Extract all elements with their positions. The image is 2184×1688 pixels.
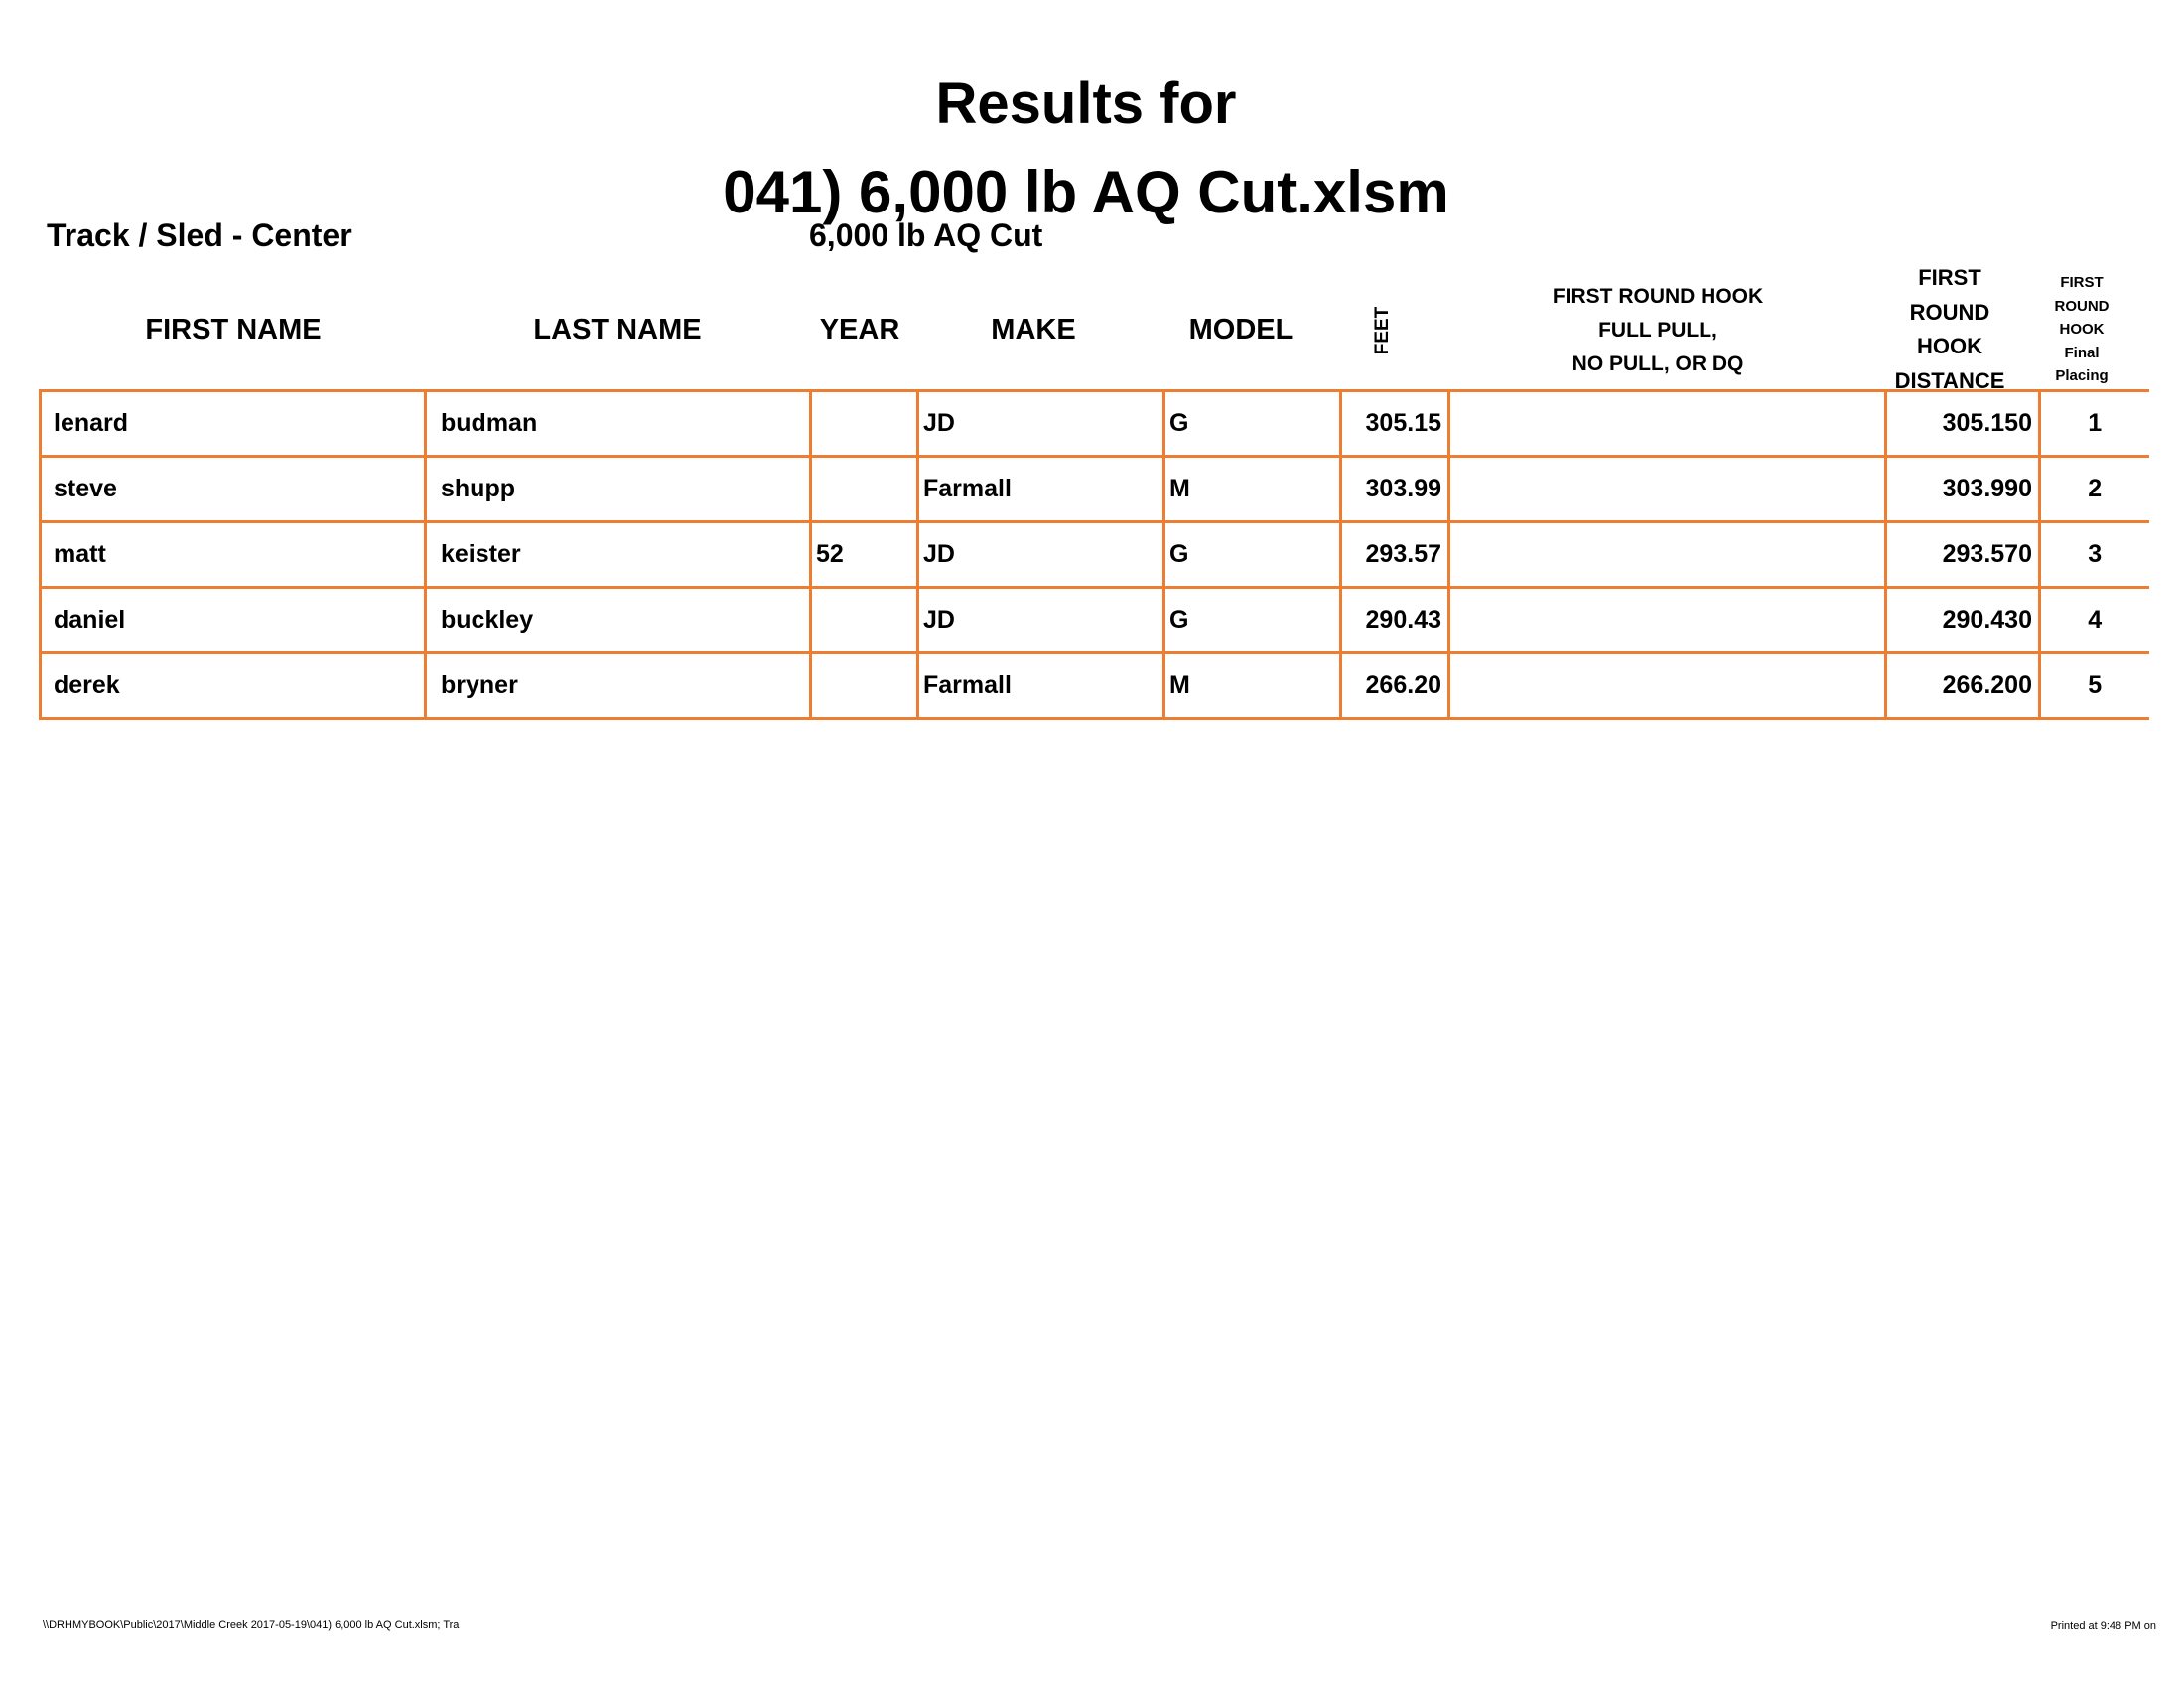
table-row [41, 588, 2149, 653]
header-placing-line: HOOK [2059, 321, 2105, 338]
cell-make: JD [918, 588, 1164, 653]
cell-first-name: daniel [41, 588, 426, 653]
cell-feet: 290.43 [1341, 588, 1449, 653]
header-make: MAKE [991, 314, 1076, 346]
cell-feet: 303.99 [1341, 457, 1449, 522]
cell-last-name: budman [426, 391, 811, 457]
cell-last-name: shupp [426, 457, 811, 522]
cell-feet: 293.57 [1341, 522, 1449, 588]
cell-feet: 305.15 [1341, 391, 1449, 457]
cell-hook-distance: 290.430 [1886, 588, 2040, 653]
header-placing-line: Final [2064, 344, 2100, 361]
header-year: YEAR [819, 314, 900, 346]
header-distance-line: FIRST [1918, 265, 1981, 290]
cell-placing: 2 [2040, 457, 2149, 522]
cell-year [811, 653, 918, 719]
header-feet: FEET [1372, 306, 1393, 355]
results-table [39, 389, 2149, 720]
cell-model: M [1164, 457, 1341, 522]
cell-make: JD [918, 522, 1164, 588]
footer-file-path: \\DRHMYBOOK\Public\2017\Middle Creek 2017-05-19\041) 6,000 lb AQ Cut.xlsm; Tra [43, 1619, 460, 1631]
cell-year [811, 391, 918, 457]
cell-hook-distance: 305.150 [1886, 391, 2040, 457]
cell-hook-result [1449, 457, 1886, 522]
table-row [41, 391, 2149, 457]
cell-hook-result [1449, 522, 1886, 588]
header-first-name: FIRST NAME [145, 314, 322, 346]
header-placing-line: FIRST [2060, 274, 2104, 291]
report-title-line-1: Results for [935, 71, 1237, 136]
cell-first-name: matt [41, 522, 426, 588]
cell-feet: 266.20 [1341, 653, 1449, 719]
cell-first-name: lenard [41, 391, 426, 457]
cell-first-name: steve [41, 457, 426, 522]
header-hook-line: FULL PULL, [1598, 319, 1717, 342]
cell-make: Farmall [918, 653, 1164, 719]
cell-last-name: buckley [426, 588, 811, 653]
header-hook-line: NO PULL, OR DQ [1571, 352, 1744, 375]
cell-hook-result [1449, 653, 1886, 719]
cell-placing: 1 [2040, 391, 2149, 457]
cell-model: M [1164, 653, 1341, 719]
cell-placing: 5 [2040, 653, 2149, 719]
header-placing-line: ROUND [2054, 297, 2110, 315]
cell-last-name: keister [426, 522, 811, 588]
cell-make: Farmall [918, 457, 1164, 522]
header-distance-line: ROUND [1909, 299, 1990, 325]
cell-year [811, 588, 918, 653]
header-distance-line: DISTANCE [1894, 367, 2005, 393]
footer-printed-at: Printed at 9:48 PM on [2050, 1620, 2156, 1632]
track-sled-label: Track / Sled - Center [47, 217, 352, 253]
class-label: 6,000 lb AQ Cut [809, 217, 1043, 253]
cell-hook-result [1449, 391, 1886, 457]
report-title-line-2: 041) 6,000 lb AQ Cut.xlsm [723, 159, 1449, 225]
cell-year: 52 [811, 522, 918, 588]
cell-model: G [1164, 522, 1341, 588]
header-placing-line: Placing [2055, 367, 2109, 384]
header-first-round-hook [1439, 280, 1876, 381]
cell-hook-distance: 266.200 [1886, 653, 2040, 719]
cell-hook-result [1449, 588, 1886, 653]
cell-placing: 3 [2040, 522, 2149, 588]
cell-model: G [1164, 391, 1341, 457]
cell-placing: 4 [2040, 588, 2149, 653]
header-distance-line: HOOK [1917, 334, 1982, 358]
table-row [41, 457, 2149, 522]
header-hook-line: FIRST ROUND HOOK [1552, 285, 1764, 308]
cell-hook-distance: 303.990 [1886, 457, 2040, 522]
header-last-name: LAST NAME [533, 314, 702, 346]
header-final-placing [2027, 271, 2136, 388]
cell-last-name: bryner [426, 653, 811, 719]
cell-make: JD [918, 391, 1164, 457]
cell-model: G [1164, 588, 1341, 653]
cell-year [811, 457, 918, 522]
table-row [41, 522, 2149, 588]
header-model: MODEL [1188, 314, 1294, 346]
cell-first-name: derek [41, 653, 426, 719]
table-row [41, 653, 2149, 719]
header-hook-distance [1870, 261, 2029, 398]
cell-hook-distance: 293.570 [1886, 522, 2040, 588]
